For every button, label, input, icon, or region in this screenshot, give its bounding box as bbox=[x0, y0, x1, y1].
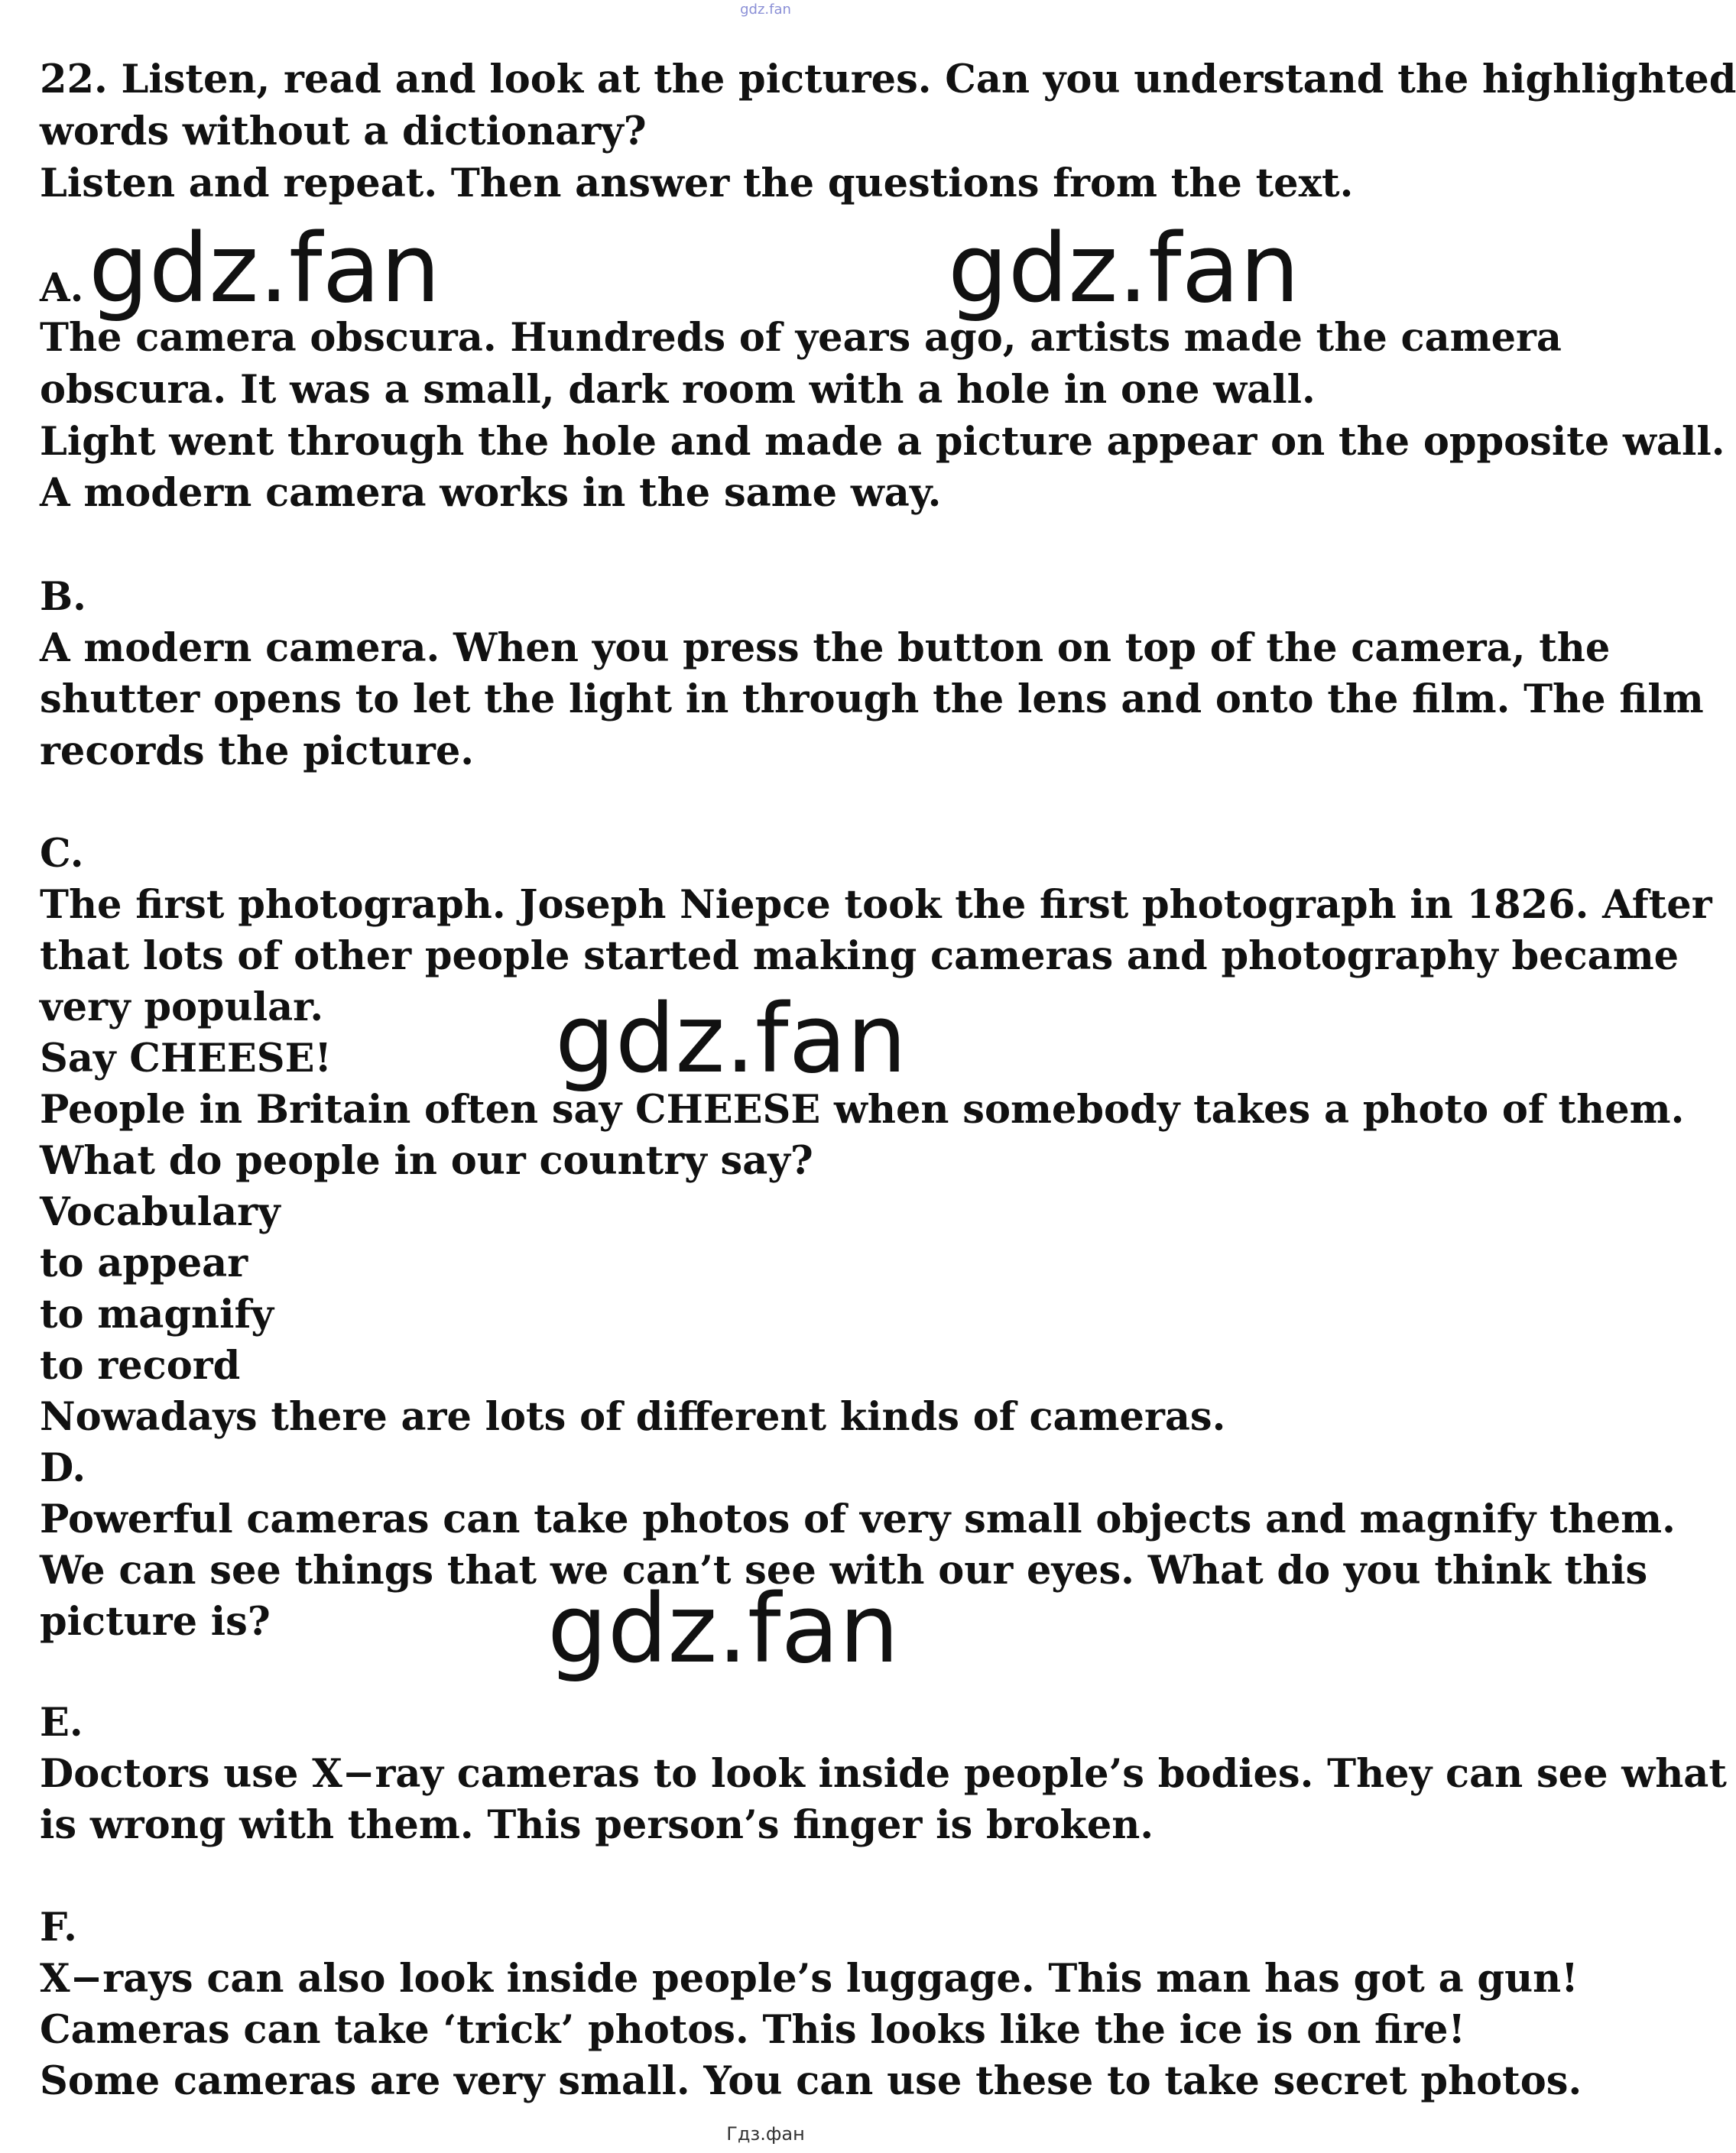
task-heading-line-1: 22. Listen, read and look at the pictures. Can you understand the highlighted bbox=[40, 57, 1736, 102]
paragraph-line: obscura. It was a small, dark room with a hole in one wall. bbox=[40, 367, 1316, 413]
paragraph-line: Cameras can take ‘trick’ photos. This looks like the ice is on fire! bbox=[40, 2007, 1465, 2053]
paragraph-line: Some cameras are very small. You can use these to take secret photos. bbox=[40, 2058, 1582, 2104]
header-watermark: gdz.fan bbox=[740, 2, 791, 18]
paragraph-line: Doctors use X−ray cameras to look inside people’s bodies. They can see what bbox=[40, 1751, 1727, 1797]
paragraph-line: very popular. bbox=[40, 984, 324, 1030]
section-label-f: F. bbox=[40, 1905, 77, 1950]
paragraph-line: is wrong with them. This person’s finger is broken. bbox=[40, 1802, 1154, 1848]
watermark-text: gdz.fan bbox=[547, 1574, 900, 1684]
section-label-e: E. bbox=[40, 1700, 83, 1746]
paragraph-line: Say CHEESE! bbox=[40, 1036, 332, 1081]
task-heading-line-3: Listen and repeat. Then answer the questions from the text. bbox=[40, 161, 1354, 206]
paragraph-line: X−rays can also look inside people’s luggage. This man has got a gun! bbox=[40, 1956, 1579, 2002]
section-label-a: A. bbox=[40, 265, 84, 311]
paragraph-line: shutter opens to let the light in through the lens and onto the film. The film bbox=[40, 676, 1704, 722]
section-label-b: B. bbox=[40, 574, 86, 620]
paragraph-line: records the picture. bbox=[40, 728, 475, 774]
paragraph-line: The camera obscura. Hundreds of years ago, artists made the camera bbox=[40, 315, 1562, 361]
paragraph-line: Light went through the hole and made a picture appear on the opposite wall. bbox=[40, 419, 1725, 465]
watermark-text: gdz.fan bbox=[89, 214, 441, 324]
paragraph-line: A modern camera works in the same way. bbox=[40, 470, 942, 516]
vocabulary-heading: Vocabulary bbox=[40, 1189, 281, 1235]
paragraph-line: What do people in our country say? bbox=[40, 1138, 813, 1184]
paragraph-line: Nowadays there are lots of different kinds of cameras. bbox=[40, 1394, 1226, 1440]
section-label-d: D. bbox=[40, 1445, 86, 1491]
paragraph-line: We can see things that we can’t see with our eyes. What do you think this bbox=[40, 1548, 1648, 1594]
watermark-text: gdz.fan bbox=[948, 214, 1300, 324]
vocabulary-item: to magnify bbox=[40, 1292, 274, 1338]
paragraph-line: Powerful cameras can take photos of very small objects and magnify them. bbox=[40, 1496, 1676, 1542]
paragraph-line: A modern camera. When you press the button on top of the camera, the bbox=[40, 625, 1611, 671]
vocabulary-item: to record bbox=[40, 1343, 241, 1389]
footer-watermark: Гдз.фан bbox=[726, 2123, 805, 2145]
paragraph-line: The first photograph. Joseph Niepce took the first photograph in 1826. After bbox=[40, 882, 1712, 928]
task-heading-line-2: words without a dictionary? bbox=[40, 109, 647, 154]
paragraph-line: picture is? bbox=[40, 1599, 271, 1645]
vocabulary-item: to appear bbox=[40, 1240, 248, 1286]
watermark-text: gdz.fan bbox=[555, 984, 907, 1094]
section-label-c: C. bbox=[40, 831, 84, 877]
paragraph-line: People in Britain often say CHEESE when somebody takes a photo of them. bbox=[40, 1087, 1685, 1133]
paragraph-line: that lots of other people started making cameras and photography became bbox=[40, 933, 1679, 979]
